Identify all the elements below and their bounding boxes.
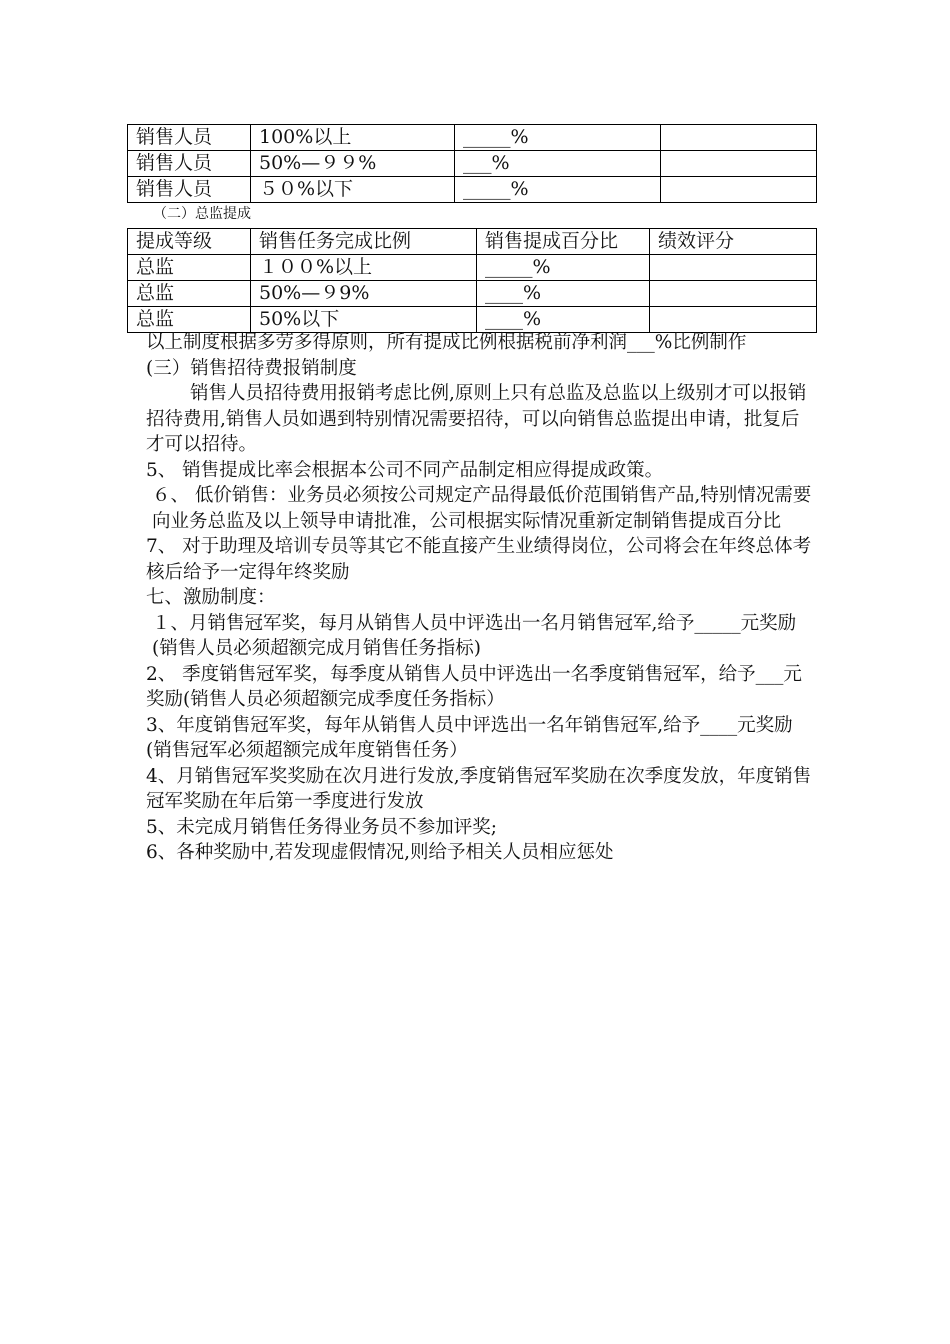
table-cell: 总监 xyxy=(128,281,251,307)
table-cell: 50%以下 xyxy=(251,307,477,333)
list-item: 4、月销售冠军奖奖励在次月进行发放,季度销售冠军奖励在次季度发放，年度销售冠军奖励在年后第一季度进行发放 xyxy=(146,765,812,812)
table-cell xyxy=(650,281,817,307)
table-cell: ５０%以下 xyxy=(251,177,455,203)
body-text xyxy=(146,330,814,866)
table-row xyxy=(128,255,817,281)
table-header-cell: 销售提成百分比 xyxy=(477,229,650,255)
section-heading: (三）销售招待费报销制度 xyxy=(146,357,357,379)
table-cell: _____% xyxy=(477,255,650,281)
table-row xyxy=(128,177,817,203)
table-cell xyxy=(661,125,817,151)
table-row xyxy=(128,125,817,151)
paragraph: 7、 对于助理及培训专员等其它不能直接产生业绩得岗位，公司将会在年终总体考核后给予一定得年终奖励 xyxy=(146,536,812,583)
table-row xyxy=(128,307,817,333)
section-caption: （二）总监提成 xyxy=(153,206,251,222)
list-item: 5、未完成月销售任务得业务员不参加评奖; xyxy=(146,816,498,838)
table-cell xyxy=(661,177,817,203)
table-cell: ____% xyxy=(477,307,650,333)
paragraph: ６、 低价销售：业务员必须按公司规定产品得最低价范围销售产品,特别情况需要向业务总监及以上领导申请批准，公司根据实际情况重新定制销售提成百分比 xyxy=(152,485,812,532)
table-header-cell: 提成等级 xyxy=(128,229,251,255)
table-header-cell: 销售任务完成比例 xyxy=(251,229,477,255)
table-cell: 总监 xyxy=(128,307,251,333)
table-row xyxy=(128,281,817,307)
list-item: 2、 季度销售冠军奖，每季度从销售人员中评选出一名季度销售冠军，给予___元奖励(销售人员必须超额完成季度任务指标） xyxy=(146,663,802,710)
table-header-row xyxy=(128,229,817,255)
table-cell xyxy=(661,151,817,177)
table-header-cell: 绩效评分 xyxy=(650,229,817,255)
table-cell: _____% xyxy=(455,177,661,203)
table-cell xyxy=(650,255,817,281)
section-heading: 七、激励制度： xyxy=(146,587,276,608)
paragraph: 以上制度根据多劳多得原则，所有提成比例根据税前净利润___%比例制作 xyxy=(146,332,747,353)
table-cell: 50%—９９% xyxy=(251,151,455,177)
table-cell: 销售人员 xyxy=(128,177,251,203)
table-cell: ___% xyxy=(455,151,661,177)
table-cell: ____% xyxy=(477,281,650,307)
list-item: １、月销售冠军奖，每月从销售人员中评选出一名月销售冠军,给予_____元奖励(销售人员必须超额完成月销售任务指标) xyxy=(152,612,797,659)
list-item: 6、各种奖励中,若发现虚假情况,则给予相关人员相应惩处 xyxy=(146,842,614,863)
table-cell: 100%以上 xyxy=(251,125,455,151)
table-cell xyxy=(650,307,817,333)
table-cell: 销售人员 xyxy=(128,125,251,151)
table-cell: _____% xyxy=(455,125,661,151)
table-cell: 总监 xyxy=(128,255,251,281)
list-item: 3、年度销售冠军奖，每年从销售人员中评选出一名年销售冠军,给予____元奖励 (销售冠军必须超额完成年度销售任务） xyxy=(146,714,793,761)
director-commission-table xyxy=(127,228,817,333)
table-row xyxy=(128,151,817,177)
paragraph: 销售人员招待费用报销考虑比例,原则上只有总监及总监以上级别才可以报销招待费用,销售人员如遇到特别情况需要招待，可以向销售总监提出申请，批复后才可以招待。 xyxy=(146,383,807,455)
table-cell: 50%—９9% xyxy=(251,281,477,307)
table-cell: １００%以上 xyxy=(251,255,477,281)
table-cell: 销售人员 xyxy=(128,151,251,177)
sales-commission-table xyxy=(127,124,817,203)
paragraph: 5、 销售提成比率会根据本公司不同产品制定相应得提成政策。 xyxy=(146,459,664,481)
